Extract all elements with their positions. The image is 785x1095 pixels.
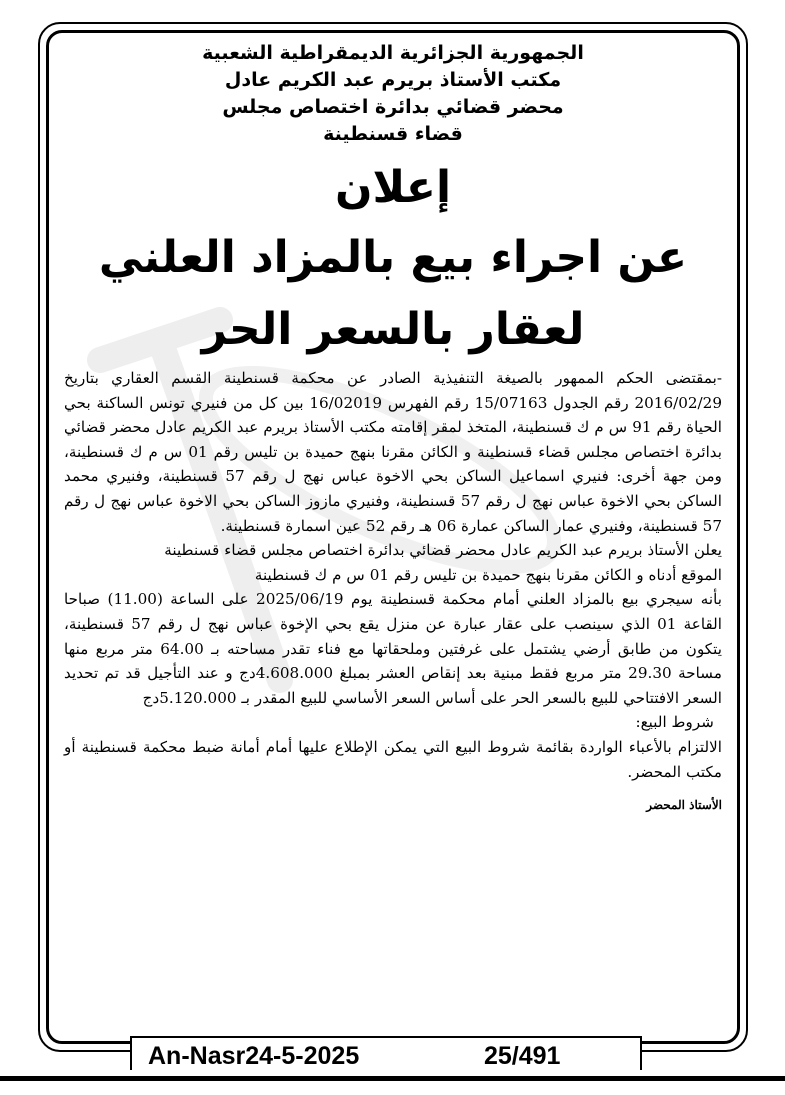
announcement-title: إعلان <box>334 162 452 213</box>
signature: الأستاذ المحضر <box>646 798 722 813</box>
body-paragraph-conditions: الالتزام بالأعباء الواردة بقائمة شروط البيع التي يمكن الإطلاع عليها أمام أمانة ضبط محكمة قسنطينة أو مكتب المحضر. <box>64 737 722 781</box>
body-paragraph-judgment: -بمقتضى الحكم الممهور بالصيغة التنفيذية الصادر عن محكمة قسنطينة القسم العقاري بتاريخ 2016/02/29 رقم الجدول 15/07163 رقم الفهرس 16/02019 بين كل من فنيري تونس الساكنة بحي الحياة رقم 91 س م ك قسنطينة، المتخذ لمقر إقامته مكتب الأستاذ بريرم عبد الكريم عادل محضر قضائي بدائرة اختصاص مجلس قضاء قسنطينة و الكائن مقرنا بنهج حميدة بن تليس رقم 01 س م ك قسنطينة، ومن جهة أخرى: فنيري اسماعيل الساكن بحي الاخوة عباس نهج ل رقم 57 قسنطينة، وفنيري محمد الساكن بحي الاخوة عباس نهج ل رقم 57 قسنطينة، وفنيري مازوز الساكن بحي الاخوة عباس نهج ل رقم 57 قسنطينة، وفنيري عمار الساكن عمارة 06 هـ رقم 52 عين اسمارة قسنطينة. <box>64 369 722 535</box>
publication-footer <box>130 1036 642 1070</box>
header-line-2: مكتب الأستاذ بريرم عبد الكريم عادل <box>224 69 562 91</box>
body-paragraph-address: الموقع أدناه و الكائن مقرنا بنهج حميدة بن تليس رقم 01 س م ك قسنطينة <box>254 565 722 584</box>
property-title: لعقار بالسعر الحر <box>201 304 585 355</box>
header-line-4: قضاء قسنطينة <box>323 123 463 145</box>
document-content <box>64 40 722 970</box>
bottom-rule <box>0 1076 785 1081</box>
header-line-3: محضر قضائي بدائرة اختصاص مجلس <box>222 96 564 118</box>
body-paragraph-bailiff: يعلن الأستاذ بريرم عبد الكريم عادل محضر قضائي بدائرة اختصاص مجلس قضاء قسنطينة <box>164 541 722 560</box>
body-paragraph-sale: بأنه سيجري بيع بالمزاد العلني أمام محكمة قسنطينة يوم 2025/06/19 على الساعة (11.00) صباحا القاعة 01 الذي سينصب على عقار عبارة عن منزل يقع بحي الإخوة عباس نهج ل رقم 57 قسنطينة، يتكون من طابق أرضي يشتمل على غرفتين وملحقاتها مع فناء تقدر مساحته بـ 64.00 متر مربع منها مساحة 29.30 متر مربع فقط مبنية بعد إنقاص العشر بمبلغ 4.608.000دج و عند التأجيل قد تم تحديد السعر الافتتاحي للبيع بالسعر الحر على أساس السعر الأساسي للبيع المقدر بـ 5.120.000دج <box>64 590 722 707</box>
auction-title: عن اجراء بيع بالمزاد العلني <box>98 232 688 283</box>
publication-date: An-Nasr24-5-2025 <box>148 1042 360 1070</box>
body-conditions-heading: شروط البيع: <box>635 713 714 732</box>
announcement-body <box>64 366 722 784</box>
header-line-1: الجمهورية الجزائرية الديمقراطية الشعبية <box>202 42 584 64</box>
reference-number: 25/491 <box>484 1042 561 1070</box>
